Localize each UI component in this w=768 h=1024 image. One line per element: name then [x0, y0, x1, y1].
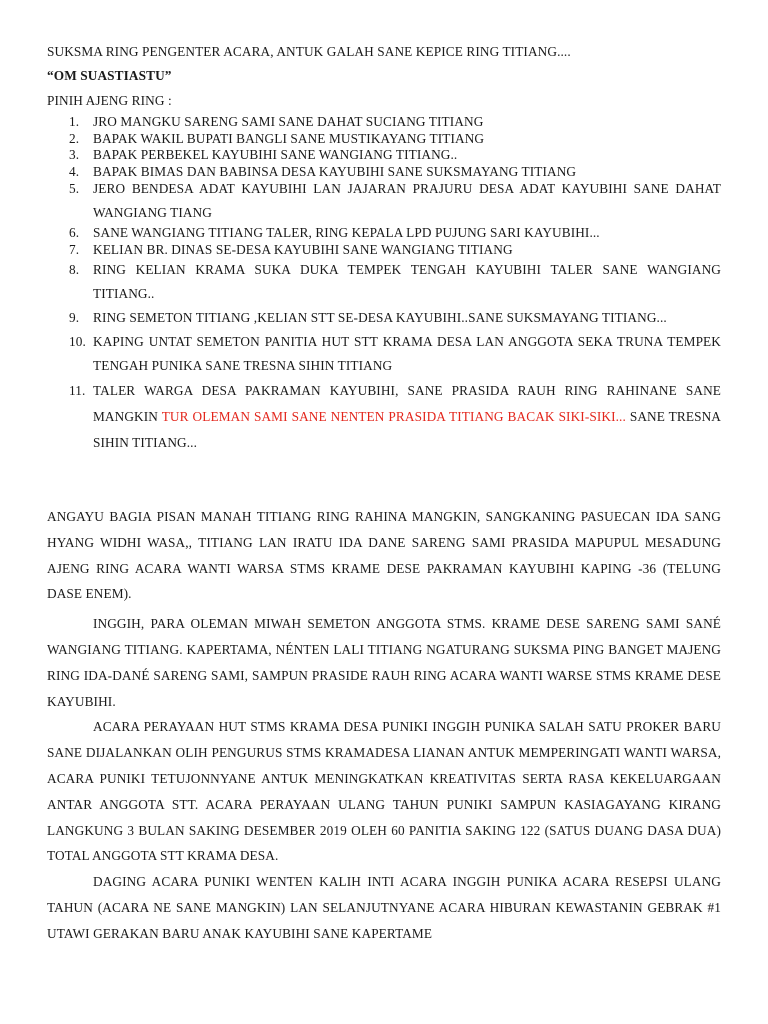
document-page	[47, 40, 721, 947]
greeting-title: “OM SUASTIASTU”	[47, 68, 172, 83]
list-number: 5.	[69, 181, 80, 196]
list-text: KELIAN BR. DINAS SE-DESA KAYUBIHI SANE WANGIANG TITIANG	[93, 241, 513, 257]
highlighted-text: TUR OLEMAN SAMI SANE NENTEN PRASIDA TITIANG BACAK SIKI-SIKI...	[161, 409, 626, 424]
list-item	[47, 330, 721, 378]
list-item	[47, 258, 721, 306]
list-text: JERO BENDESA ADAT KAYUBIHI LAN JAJARAN PRAJURU DESA ADAT KAYUBIHI SANE DAHAT WANGIANG TIANG	[93, 181, 721, 220]
list-number: 4.	[69, 163, 80, 179]
list-text: SANE WANGIANG TITIANG TALER, RING KEPALA LPD PUJUNG SARI KAYUBIHI...	[93, 225, 600, 240]
list-item	[47, 306, 721, 330]
list-text: JRO MANGKU SARENG SAMI SANE DAHAT SUCIANG TITIANG	[93, 114, 484, 129]
paragraph: ACARA PERAYAAN HUT STMS KRAMA DESA PUNIKI INGGIH PUNIKA SALAH SATU PROKER BARU SANE DIJALANKAN OLIH PENGURUS STMS KRAMADESA LIANAN ANTUK MEMPERINGATI WANTI WARSA, ACARA PUNIKI TETUJONNYANE ANTUK MENINGKATKAN KREATIVITAS SERTA RASA KEKELUARGAAN ANTAR ANGGOTA STT. ACARA PERAYAAN ULANG TAHUN PUNIKI SAMPUN KASIAGAYANG KIRANG LANGKUNG 3 BULAN SAKING DESEMBER 2019 OLEH 60 PANITIA SAKING 122 (SATUS DUANG DASA DUA) TOTAL ANGGOTA STT KRAMA DESA.	[47, 719, 721, 864]
list-number: 11.	[69, 383, 86, 398]
list-text: RING KELIAN KRAMA SUKA DUKA TEMPEK TENGAH KAYUBIHI TALER SANE WANGIANG TITIANG..	[93, 262, 721, 301]
list-text: TALER WARGA DESA PAKRAMAN KAYUBIHI, SANE PRASIDA RAUH RING RAHINANE SANE MANGKIN	[93, 383, 721, 424]
list-number: 9.	[69, 310, 80, 325]
list-item	[47, 114, 721, 131]
opening-line: SUKSMA RING PENGENTER ACARA, ANTUK GALAH SANE KEPICE RING TITIANG....	[47, 44, 571, 59]
list-number: 1.	[69, 114, 80, 129]
list-item	[47, 378, 721, 456]
list-item	[47, 225, 721, 242]
paragraph: DAGING ACARA PUNIKI WENTEN KALIH INTI ACARA INGGIH PUNIKA ACARA RESEPSI ULANG TAHUN (ACARA NE SANE MANGKIN) LAN SELANJUTNYANE ACARA HIBURAN KEWASTANIN GEBRAK #1 UTAWI GERAKAN BARU ANAK KAYUBIHI SANE KAPERTAME	[47, 874, 721, 941]
list-number: 10.	[69, 334, 86, 349]
list-text: BAPAK PERBEKEL KAYUBIHI SANE WANGIANG TITIANG..	[93, 147, 458, 162]
list-item	[47, 242, 721, 259]
list-number: 2.	[69, 130, 80, 146]
list-number: 8.	[69, 262, 80, 277]
list-text: BAPAK BIMAS DAN BABINSA DESA KAYUBIHI SANE SUKSMAYANG TITIANG	[93, 163, 577, 179]
list-number: 6.	[69, 225, 80, 240]
list-number: 7.	[69, 241, 80, 257]
list-text: RING SEMETON TITIANG ,KELIAN STT SE-DESA KAYUBIHI..SANE SUKSMAYANG TITIANG...	[93, 310, 667, 325]
section-spacer	[47, 456, 721, 504]
list-number: 3.	[69, 147, 80, 162]
list-item	[47, 131, 721, 148]
invitee-list	[47, 114, 721, 456]
list-item	[47, 147, 721, 164]
list-item	[47, 177, 721, 225]
list-text: KAPING UNTAT SEMETON PANITIA HUT STT KRAMA DESA LAN ANGGOTA SEKA TRUNA TEMPEK TENGAH PUNIKA SANE TRESNA SIHIN TITIANG	[93, 334, 721, 373]
list-text-tail: SANE TRESNA SIHIN TITIANG...	[93, 409, 721, 450]
list-text: BAPAK WAKIL BUPATI BANGLI SANE MUSTIKAYANG TITIANG	[93, 130, 485, 146]
invite-intro: PINIH AJENG RING :	[47, 93, 172, 108]
paragraph: ANGAYU BAGIA PISAN MANAH TITIANG RING RAHINA MANGKIN, SANGKANING PASUECAN IDA SANG HYANG WIDHI WASA,, TITIANG LAN IRATU IDA DANE SARENG SAMI PRASIDA MAPUPUL MESADUNG AJENG RING ACARA WANTI WARSA STMS KRAME DESE PAKRAMAN KAYUBIHI KAPING -36 (TELUNG DASE ENEM).	[47, 509, 721, 602]
paragraph: INGGIH, PARA OLEMAN MIWAH SEMETON ANGGOTA STMS. KRAME DESE SARENG SAMI SANÉ WANGIANG TITIANG. KAPERTAMA, NÉNTEN LALI TITIANG NGATURANG SUKSMA PING BANGET MAJENG RING IDA-DANÉ SARENG SAMI, SAMPUN PRASIDE RAUH RING ACARA WANTI WARSE STMS KRAME DESE KAYUBIHI.	[47, 616, 721, 709]
